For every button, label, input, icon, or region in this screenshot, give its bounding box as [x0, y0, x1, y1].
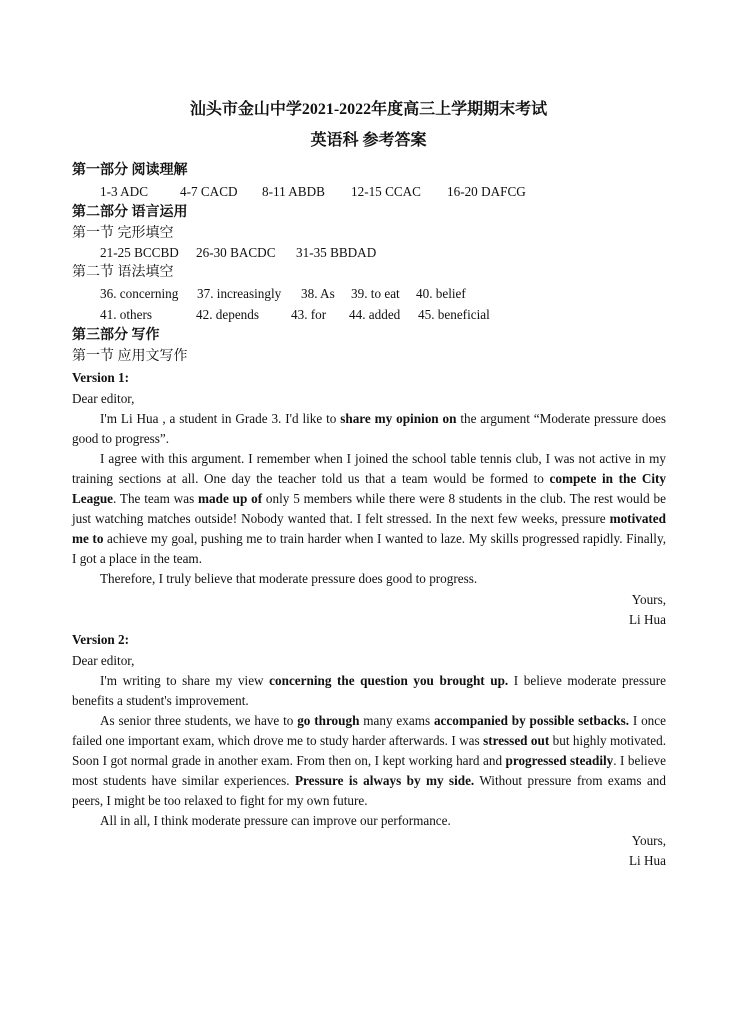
version1-paragraph	[72, 409, 666, 449]
answer-item: 39. to eat	[351, 286, 400, 301]
version2-label: Version 2:	[72, 632, 130, 647]
version2-paragraph: All in all, I think moderate pressure can improve our performance.	[100, 813, 451, 828]
version2-signature: Li Hua	[629, 853, 666, 868]
text-run: many exams	[359, 713, 434, 728]
version1-paragraph: Therefore, I truly believe that moderate pressure does good to progress.	[100, 571, 478, 586]
page-subtitle: 英语科 参考答案	[310, 132, 427, 149]
bold-phrase: made up of	[198, 491, 263, 506]
bold-phrase: Pressure is always by my side.	[294, 773, 475, 788]
grammar-answers-row1	[100, 284, 466, 304]
part2-section2-heading: 第二节 语法填空	[72, 265, 174, 280]
answer-group: 4-7 CACD	[180, 184, 238, 199]
part2-heading: 第二部分 语言运用	[72, 205, 188, 220]
answer-item: 38. As	[301, 286, 335, 301]
version2-paragraph	[72, 671, 666, 711]
text-run: achieve my goal, pushing me to train harder when I wanted to laze. My skills progressed rapidly. Finally, I got a place in the team.	[72, 531, 666, 566]
bold-phrase: go through	[297, 713, 360, 728]
version1-closing: Yours,	[631, 592, 666, 607]
answer-item: 40. belief	[416, 286, 466, 301]
answer-item: 41. others	[100, 307, 153, 322]
answer-group: 31-35 BBDAD	[296, 245, 377, 260]
version2-greeting: Dear editor,	[72, 653, 135, 668]
bold-phrase: stressed out	[483, 733, 550, 748]
text-run: I agree with this argument. I remember when I joined the school table tennis club, I was not active in my training sections at all. One day the teacher told us that a team would be formed to	[72, 451, 666, 486]
answer-item: 43. for	[291, 307, 327, 322]
part1-answers	[100, 182, 526, 202]
part2-section1-heading: 第一节 完形填空	[72, 226, 174, 241]
bold-phrase: share my opinion on	[340, 411, 457, 426]
version1-paragraph	[72, 449, 666, 569]
answer-group: 1-3 ADC	[100, 184, 148, 199]
bold-phrase: progressed steadily	[505, 753, 614, 768]
bold-phrase: motivated me to	[72, 511, 666, 546]
text-run: . I believe most students have similar experiences.	[72, 753, 666, 788]
text-run: As senior three students, we have to	[100, 713, 298, 728]
text-run: I'm Li Hua , a student in Grade 3. I'd like to	[100, 411, 341, 426]
text-run: the argument “Moderate pressure does good to progress”.	[72, 411, 666, 446]
answer-item: 42. depends	[196, 307, 259, 322]
text-run: only 5 members while there were 8 students in the club. The rest would be just watching matches outside! Nobody wanted that. I felt stressed. In the next few weeks, pressure	[72, 491, 667, 526]
answer-item: 45. beneficial	[418, 307, 490, 322]
text-run: Without pressure from exams and peers, I might be too relaxed to fight for my own future.	[72, 773, 666, 808]
answer-item: 37. increasingly	[197, 286, 282, 301]
text-run: but highly motivated. Soon I got normal grade in another exam. From then on, I kept working hard and	[72, 733, 667, 768]
answer-group: 8-11 ABDB	[262, 184, 325, 199]
answer-item: 36. concerning	[100, 286, 179, 301]
page-title: 汕头市金山中学2021-2022年度高三上学期期末考试	[189, 101, 548, 118]
bold-phrase: compete in the City League	[72, 471, 666, 506]
part2-section1-answers	[100, 243, 376, 263]
version2-body	[72, 671, 666, 831]
answer-group: 12-15 CCAC	[351, 184, 421, 199]
text-run: . The team was	[113, 491, 199, 506]
bold-phrase: concerning the question you brought up.	[269, 673, 509, 688]
version1-signature: Li Hua	[629, 612, 666, 627]
part1-heading: 第一部分 阅读理解	[72, 163, 188, 178]
version1-greeting: Dear editor,	[72, 391, 135, 406]
answer-group: 16-20 DAFCG	[447, 184, 526, 199]
answer-item: 44. added	[349, 307, 401, 322]
text-run: I'm writing to share my view	[100, 673, 270, 688]
grammar-answers-row2	[100, 305, 490, 325]
text-run: I once failed one important exam, which drove me to study harder afterwards. I was	[72, 713, 666, 748]
version1-label: Version 1:	[72, 370, 130, 385]
version1-body	[72, 409, 666, 589]
version2-paragraph	[72, 711, 666, 811]
part3-section1-heading: 第一节 应用文写作	[72, 349, 188, 364]
text-run: I believe moderate pressure benefits a student's improvement.	[72, 673, 666, 708]
version2-closing: Yours,	[631, 833, 666, 848]
answer-group: 26-30 BACDC	[196, 245, 276, 260]
part3-heading: 第三部分 写作	[72, 328, 160, 343]
bold-phrase: accompanied by possible setbacks.	[433, 713, 630, 728]
answer-group: 21-25 BCCBD	[100, 245, 179, 260]
